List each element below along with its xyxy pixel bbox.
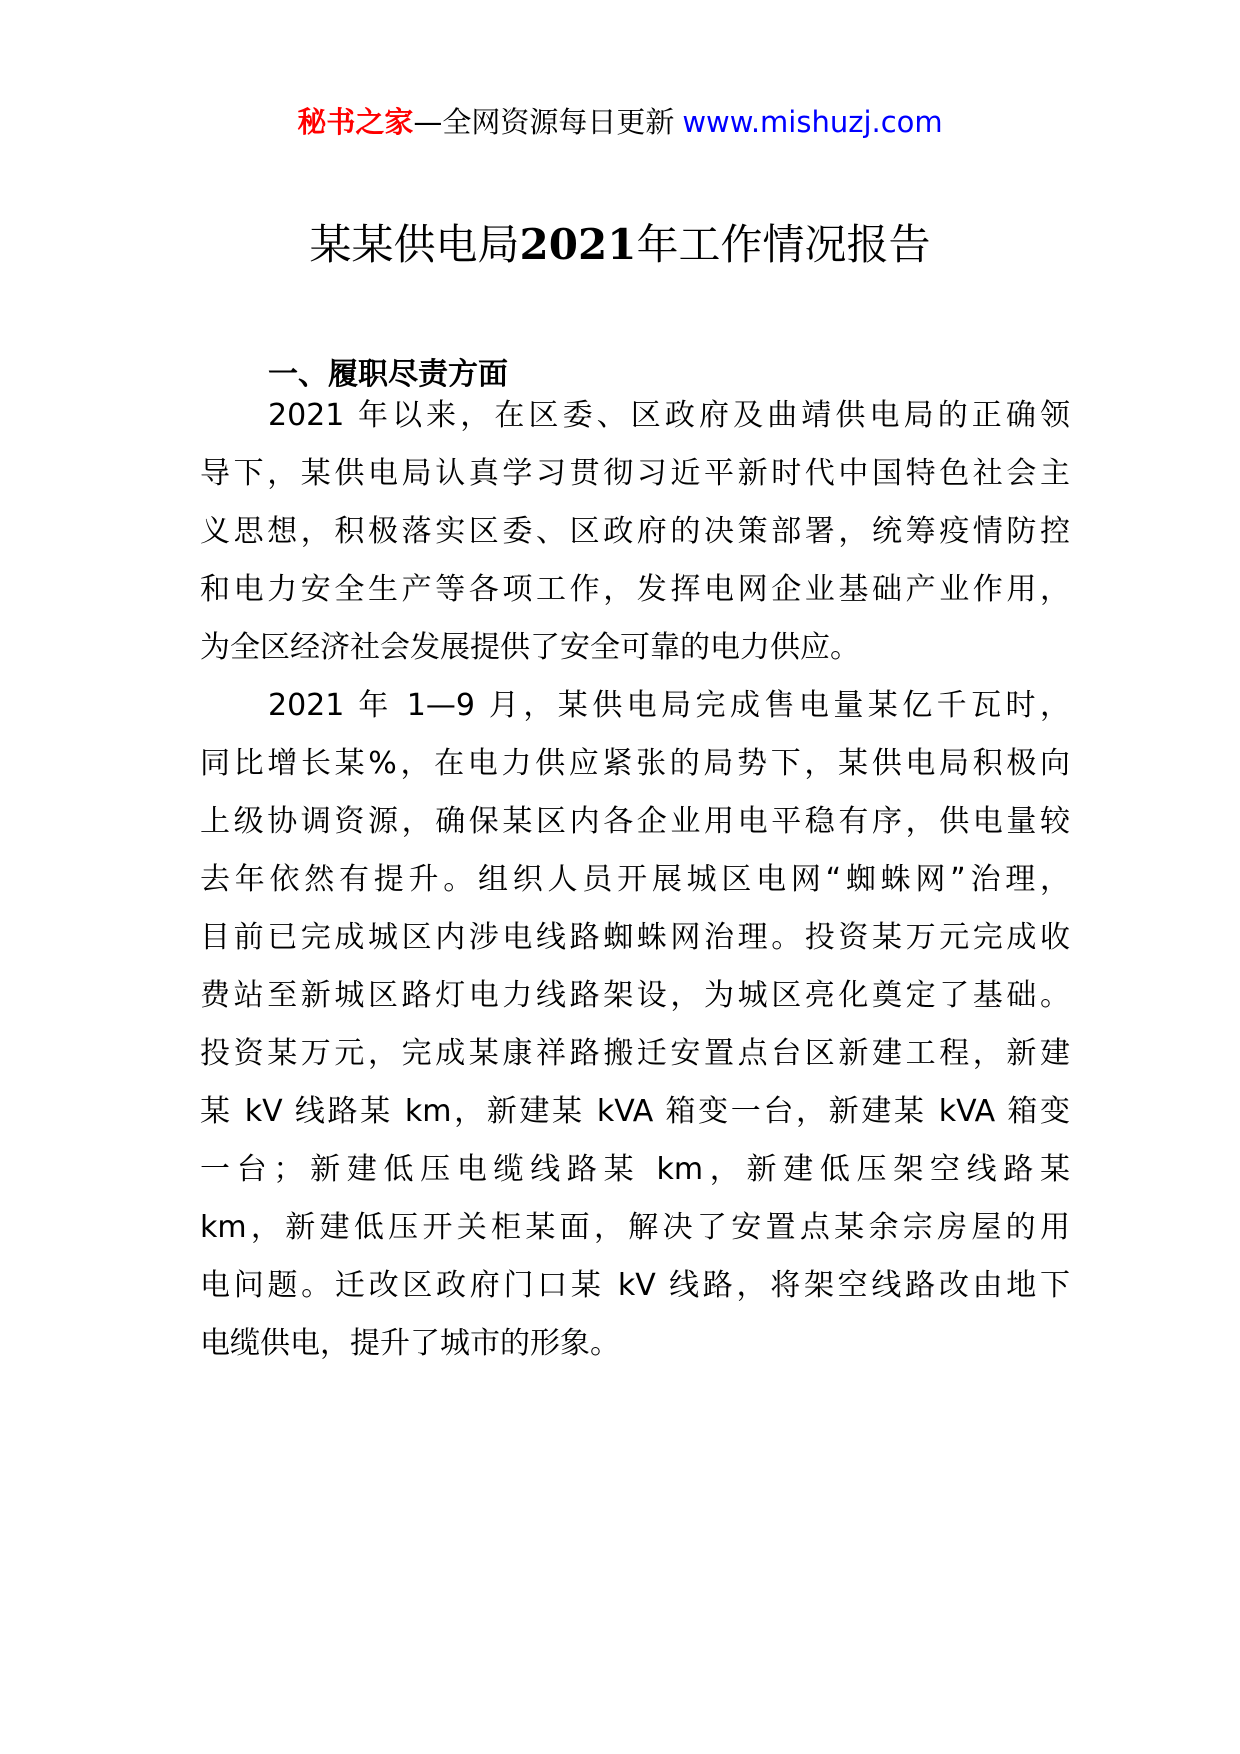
title-prefix: 某某供电局 [309, 220, 520, 269]
paragraph-line: 电缆供电，提升了城市的形象。 [200, 1326, 620, 1361]
paragraph-line: 和电力安全生产等各项工作，发挥电网企业基础产业作用， [200, 572, 1070, 607]
site-url-link[interactable]: www.mishuzj.com [682, 105, 943, 139]
paragraph-line: 费站至新城区路灯电力线路架设，为城区亮化奠定了基础。 [200, 978, 1070, 1013]
section-heading: 一、履职尽责方面 [268, 357, 508, 392]
paragraph-line: 导下，某供电局认真学习贯彻习近平新时代中国特色社会主 [200, 456, 1070, 491]
paragraph-line: 投资某万元，完成某康祥路搬迁安置点台区新建工程，新建 [200, 1036, 1070, 1071]
paragraph-line: 去年依然有提升。组织人员开展城区电网“蜘蛛网”治理， [200, 862, 1070, 897]
paragraph-line: km，新建低压开关柜某面，解决了安置点某余宗房屋的用 [200, 1210, 1070, 1245]
paragraph-line: 电问题。迁改区政府门口某 kV 线路，将架空线路改由地下 [200, 1268, 1070, 1303]
paragraph-line: 上级协调资源，确保某区内各企业用电平稳有序，供电量较 [200, 804, 1070, 839]
paragraph-line: 2021 年以来，在区委、区政府及曲靖供电局的正确领 [268, 398, 1070, 433]
paragraph-line: 2021 年 1—9 月，某供电局完成售电量某亿千瓦时， [268, 688, 1070, 723]
paragraph-line: 目前已完成城区内涉电线路蜘蛛网治理。投资某万元完成收 [200, 920, 1070, 955]
paragraph-line: 某 kV 线路某 km，新建某 kVA 箱变一台，新建某 kVA 箱变 [200, 1094, 1070, 1129]
paragraph-line: 义思想，积极落实区委、区政府的决策部署，统筹疫情防控 [200, 514, 1070, 549]
title-year: 2021 [519, 220, 637, 269]
banner-slogan: —全网资源每日更新 [413, 105, 675, 139]
site-banner [0, 102, 1240, 142]
paragraph-line: 为全区经济社会发展提供了安全可靠的电力供应。 [200, 630, 860, 665]
paragraph-line: 一台；新建低压电缆线路某 km，新建低压架空线路某 [200, 1152, 1070, 1187]
paragraph-line: 同比增长某%，在电力供应紧张的局势下，某供电局积极向 [200, 746, 1070, 781]
document-title [0, 215, 1240, 275]
brand-name: 秘书之家 [297, 105, 414, 139]
title-suffix: 年工作情况报告 [636, 220, 931, 269]
